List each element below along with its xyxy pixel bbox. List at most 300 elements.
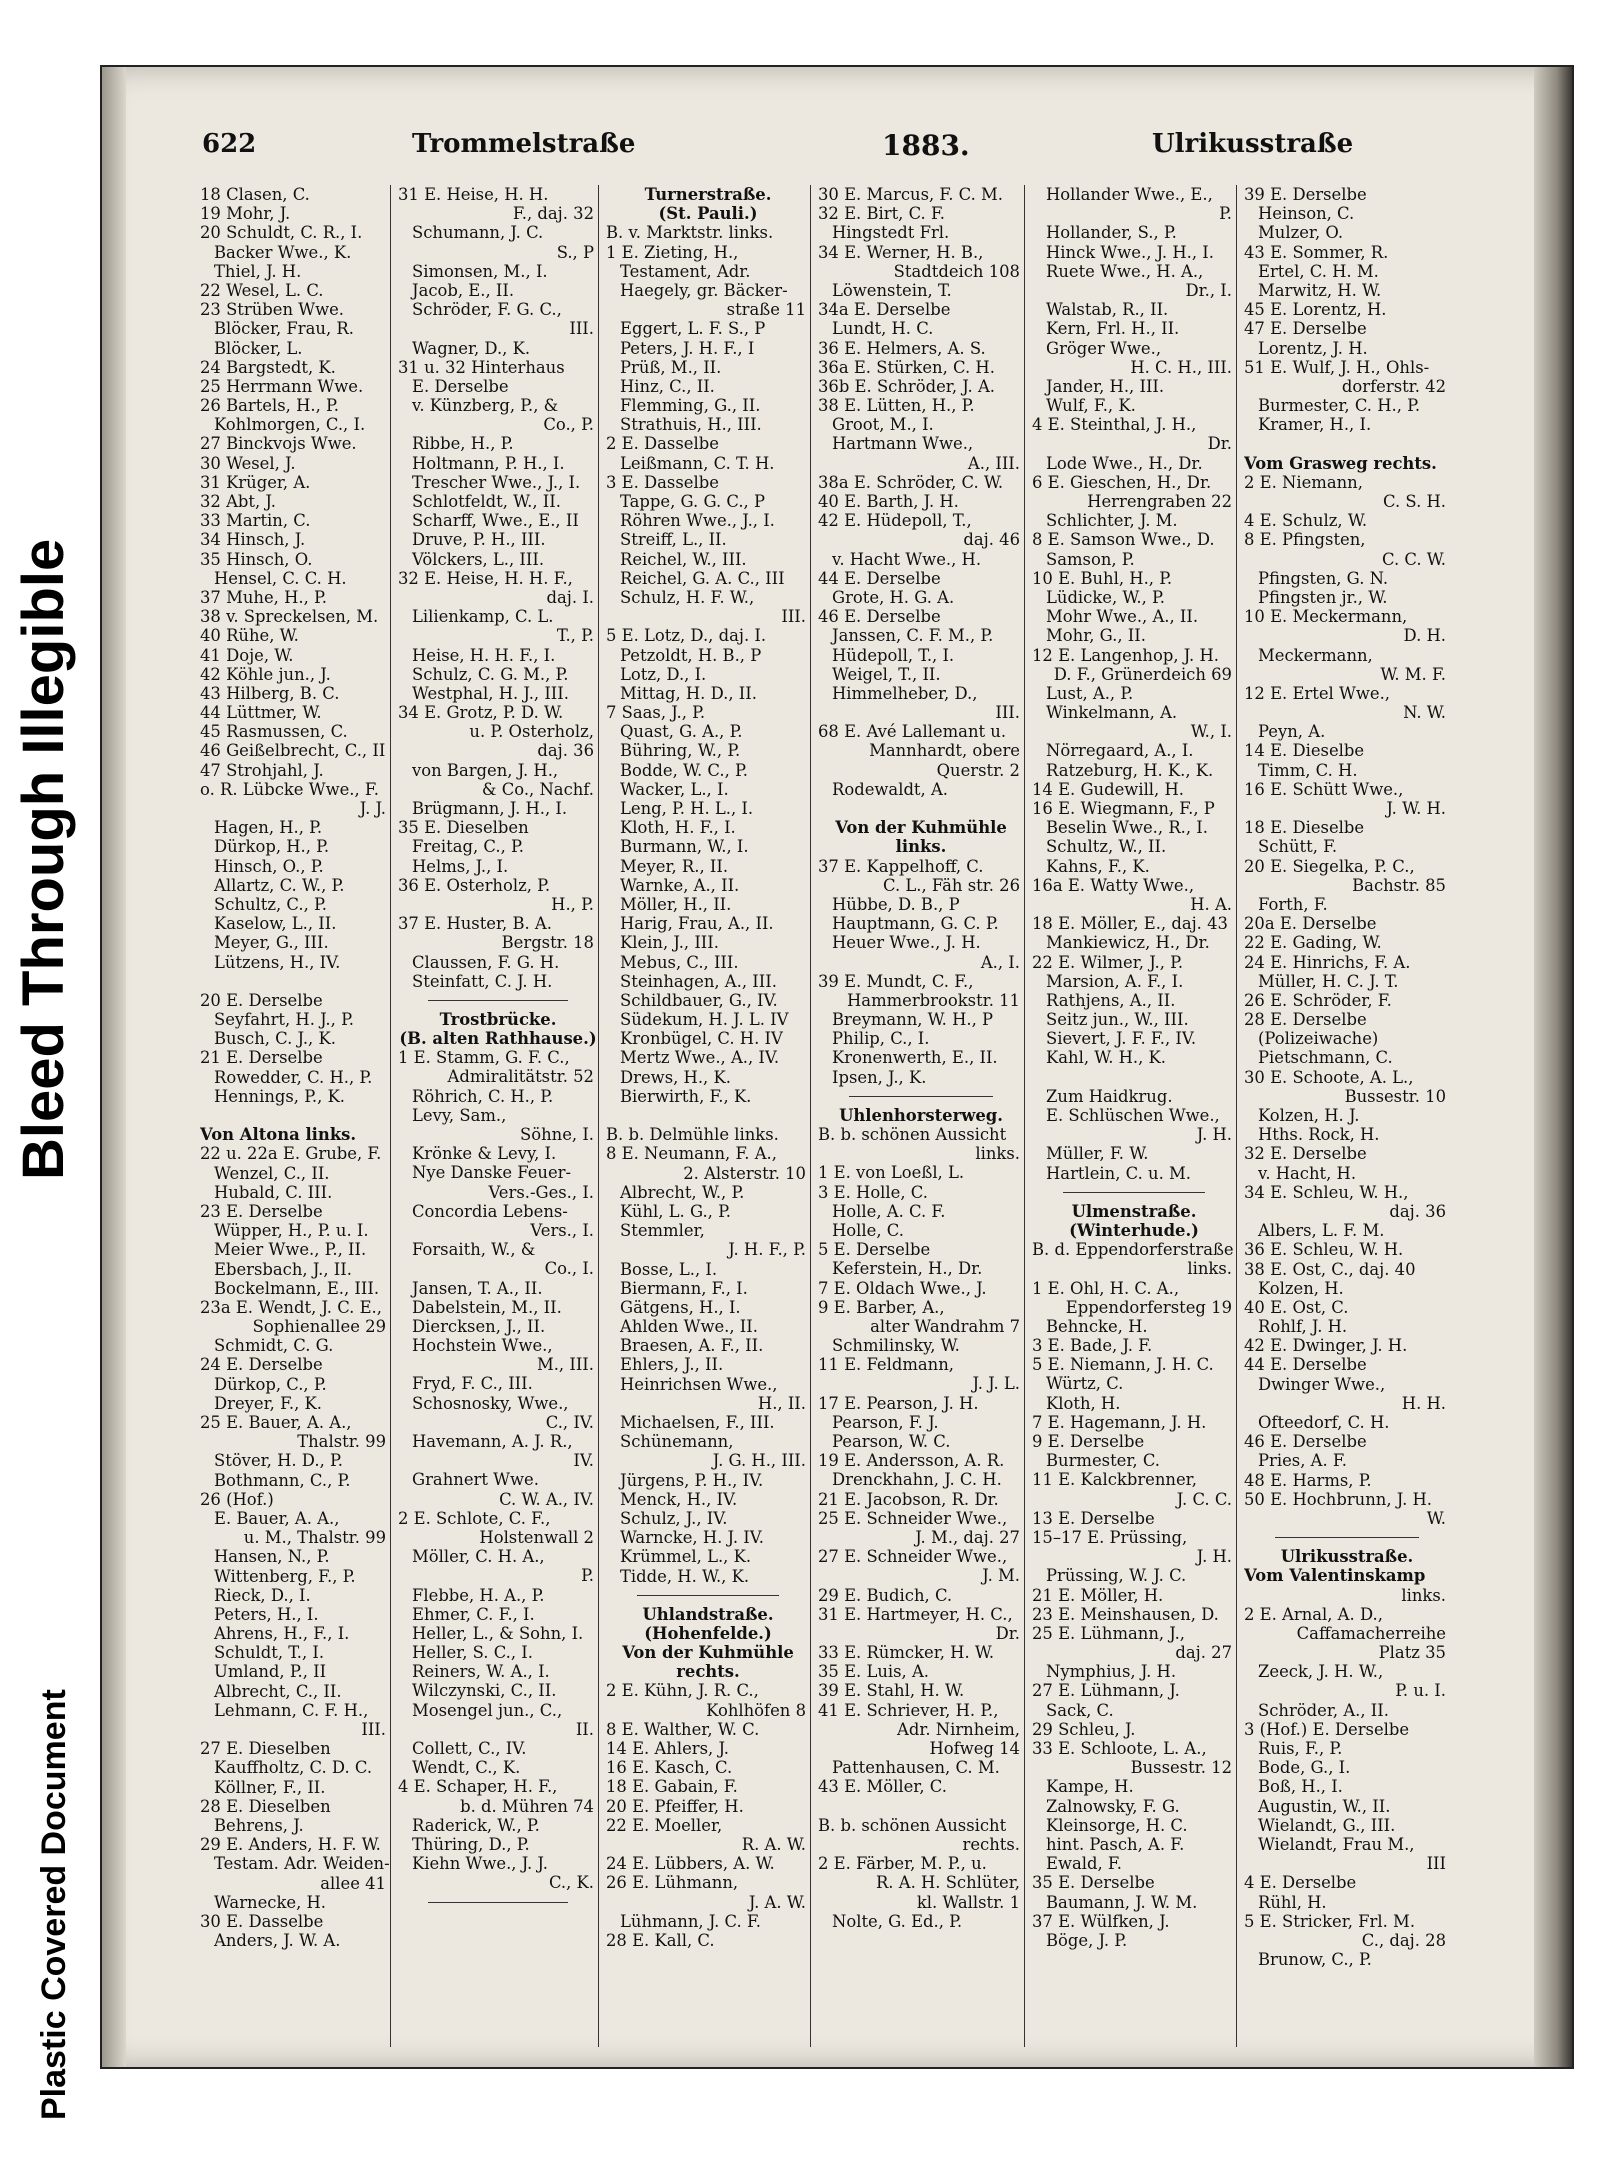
directory-line: 2 E. Färber, M. P., u. — [818, 1854, 987, 1874]
directory-line: Würtz, C. — [1046, 1374, 1124, 1394]
directory-line: 46 E. Derselbe — [818, 607, 941, 627]
directory-line: Dabelstein, M., II. — [412, 1297, 562, 1317]
directory-line: Rathjens, A., II. — [1046, 990, 1176, 1010]
directory-line: Reiners, W. A., I. — [412, 1662, 550, 1682]
scanned-page — [100, 65, 1574, 2069]
directory-line: 38 v. Spreckelsen, M. — [200, 607, 379, 627]
directory-line: Schröder, A., II. — [1258, 1700, 1389, 1720]
directory-line: Behrens, J. — [214, 1815, 304, 1835]
directory-line: C. L., Fäh str. 26 — [883, 875, 1020, 895]
directory-line: 35 E. Derselbe — [1032, 1873, 1155, 1893]
directory-line: 45 E. Lorentz, H. — [1244, 300, 1387, 320]
directory-line: 12 E. Langenhop, J. H. — [1032, 645, 1219, 665]
directory-line: A., III. — [967, 453, 1020, 473]
directory-line: Zalnowsky, F. G. — [1046, 1796, 1180, 1816]
directory-line: Kramer, H., I. — [1258, 415, 1372, 435]
directory-line: Mankiewicz, H., Dr. — [1046, 933, 1210, 953]
directory-line: Steinhagen, A., III. — [620, 971, 777, 991]
directory-line: Lüdicke, W., P. — [1046, 587, 1165, 607]
directory-line: Helms, J., I. — [412, 856, 509, 876]
directory-line: 25 E. Lühmann, J., — [1032, 1623, 1186, 1643]
directory-line: Mohr, G., II. — [1046, 626, 1146, 646]
directory-line: Kohlmorgen, C., I. — [214, 415, 366, 435]
directory-line: 14 E. Ahlers, J. — [606, 1739, 729, 1758]
directory-line: E. Schlüschen Wwe., — [1046, 1106, 1220, 1125]
directory-line: Reichel, W., III. — [620, 549, 747, 569]
directory-line: 18 E. Gabain, F. — [606, 1777, 738, 1797]
directory-line: Janssen, C. F. M., P. — [832, 626, 994, 646]
directory-line: 2 E. Arnal, A. D., — [1244, 1604, 1383, 1624]
directory-line: A., I. — [980, 952, 1020, 972]
directory-line: 14 E. Gudewill, H. — [1032, 779, 1184, 799]
directory-line: IV. — [573, 1451, 594, 1471]
directory-line: 47 Strohjahl, J. — [200, 760, 324, 780]
directory-line: J. M. — [982, 1566, 1020, 1586]
directory-line: Ewald, F. — [1046, 1854, 1122, 1874]
directory-line: 22 E. Gading, W. — [1244, 933, 1382, 953]
directory-line: Dr. — [995, 1623, 1020, 1643]
section-rule — [428, 991, 568, 1001]
directory-line: 29 E. Anders, H. F. W. — [200, 1835, 381, 1855]
directory-line: Jansen, T. A., II. — [412, 1278, 543, 1298]
directory-line: Anders, J. W. A. — [214, 1931, 341, 1951]
directory-line: Platz 35 — [1378, 1643, 1446, 1663]
directory-line: Ratzeburg, H. K., K. — [1046, 760, 1214, 780]
directory-line: alter Wandrahm 7 — [870, 1316, 1020, 1336]
directory-line: Co., I. — [544, 1259, 594, 1279]
directory-line: 23 E. Derselbe — [200, 1201, 323, 1221]
directory-line: J. G. H., III. — [712, 1451, 806, 1471]
directory-line: C., IV. — [545, 1412, 594, 1432]
directory-line: C. C. W. — [1382, 549, 1446, 569]
directory-line: 36 E. Schleu, W. H. — [1244, 1240, 1404, 1260]
annotation-margin — [0, 0, 100, 2177]
directory-line: Schröder, F. G. C., — [412, 300, 562, 320]
directory-line: 5 E. Niemann, J. H. C. — [1032, 1355, 1214, 1375]
directory-line: Hinck Wwe., J. H., I. — [1046, 242, 1214, 262]
directory-line: Tidde, H. W., K. — [620, 1566, 750, 1586]
directory-line: Uhlenhorsterweg. — [839, 1105, 1003, 1125]
directory-line: 34 E. Werner, H. B., — [818, 242, 984, 262]
directory-line: 39 E. Mundt, C. F., — [818, 971, 974, 991]
directory-line: 16 E. Kasch, C. — [606, 1758, 733, 1778]
directory-line: Lotz, D., I. — [620, 664, 707, 684]
directory-line: 25 Herrmann Wwe. — [200, 376, 364, 396]
directory-line: J. H. — [1196, 1125, 1232, 1145]
directory-line: Hubald, C. III. — [214, 1182, 333, 1202]
directory-line: Kleinsorge, H. C. — [1046, 1815, 1188, 1835]
directory-line: 7 E. Hagemann, J. H. — [1032, 1412, 1207, 1432]
directory-line: v. Hacht, H. — [1258, 1163, 1357, 1183]
directory-line: H. C. H., III. — [1130, 357, 1232, 377]
directory-line: Herrengraben 22 — [1087, 492, 1232, 511]
directory-line: Blöcker, Frau, R. — [214, 319, 354, 339]
directory-line: Wenzel, C., II. — [214, 1163, 330, 1183]
directory-line: Schulz, C. G. M., P. — [412, 664, 569, 684]
directory-line: 17 E. Pearson, J. H. — [818, 1393, 979, 1413]
directory-line: II. — [575, 1719, 594, 1739]
directory-line: Jacob, E., II. — [412, 280, 515, 300]
directory-line — [818, 799, 1024, 818]
directory-line: 36 E. Osterholz, P. — [398, 875, 551, 895]
directory-line: Blöcker, L. — [214, 338, 303, 358]
directory-line: Prüssing, W. J. C. — [1046, 1566, 1187, 1586]
directory-line: 30 E. Marcus, F. C. M. — [818, 185, 1004, 204]
directory-line: Testament, Adr. — [620, 261, 751, 281]
directory-line: Kohlhöfen 8 — [706, 1700, 806, 1720]
directory-line: (Polizeiwache) — [1258, 1029, 1379, 1049]
directory-line: 36 E. Helmers, A. S. — [818, 338, 986, 358]
directory-line: Müller, F. W. — [1046, 1144, 1149, 1164]
directory-line: Nymphius, J. H. — [1046, 1662, 1177, 1682]
directory-line: Hartmann Wwe., — [832, 434, 974, 454]
directory-line: P. u. I. — [1395, 1681, 1446, 1701]
directory-line: Wilczynski, C., II. — [412, 1681, 557, 1701]
directory-line: 16a E. Watty Wwe., — [1032, 875, 1195, 895]
directory-line: 31 u. 32 Hinterhaus — [398, 357, 565, 377]
directory-line: Heise, H. H. F., I. — [412, 645, 556, 665]
directory-line: Stöver, H. D., P. — [214, 1451, 343, 1471]
directory-line: 15–17 E. Prüssing, — [1032, 1527, 1188, 1547]
directory-line: D. H. — [1403, 626, 1446, 646]
directory-line: Rieck, D., I. — [214, 1585, 311, 1605]
directory-line: Michaelsen, F., III. — [620, 1413, 775, 1432]
directory-line: Mittag, H. D., II. — [620, 683, 757, 703]
directory-line: Hollander, S., P. — [1046, 223, 1177, 243]
directory-line: Kronbügel, C. H. IV — [620, 1029, 783, 1049]
directory-line: 44 E. Derselbe — [1244, 1355, 1367, 1375]
directory-line: Timm, C. H. — [1258, 760, 1358, 780]
directory-line: Burmester, C. — [1046, 1451, 1160, 1471]
directory-line: Pearson, F. J. — [832, 1412, 939, 1432]
directory-line: Marwitz, H. W. — [1258, 280, 1382, 300]
directory-line: Köllner, F., II. — [214, 1777, 326, 1797]
directory-line: daj. 36 — [1389, 1201, 1446, 1221]
directory-line: Holstenwall 2 — [479, 1527, 594, 1547]
directory-line: Seyfahrt, H. J., P. — [214, 1010, 354, 1030]
directory-line: Albers, L. F. M. — [1258, 1221, 1385, 1241]
directory-line: 48 E. Harms, P. — [1244, 1470, 1372, 1490]
directory-line: 68 E. Avé Lallemant u. — [818, 722, 1007, 742]
directory-line: links. — [975, 1144, 1020, 1164]
directory-line: Schultz, C., P. — [214, 894, 327, 914]
directory-line: Bühring, W., P. — [620, 741, 741, 761]
page-number: 622 — [202, 129, 257, 159]
directory-line: 21 E. Jacobson, R. Dr. — [818, 1489, 999, 1509]
directory-line: Ahrens, H., F., I. — [214, 1624, 350, 1644]
directory-line: 34 Hinsch, J. — [200, 530, 306, 550]
directory-line: b. d. Mühren 74 — [460, 1796, 594, 1816]
directory-line: Eppendorfersteg 19 — [1065, 1297, 1232, 1317]
directory-line: 8 E. Pfingsten, — [1244, 530, 1366, 550]
directory-line: Pietschmann, C. — [1258, 1048, 1393, 1068]
directory-line: Eggert, L. F. S., P — [620, 319, 766, 339]
directory-line: Dr., I. — [1185, 280, 1232, 300]
directory-line: Admiralitätstr. 52 — [447, 1067, 594, 1087]
directory-line: Breymann, W. H., P — [832, 1010, 994, 1030]
directory-line — [200, 972, 390, 991]
directory-line: P. — [1219, 204, 1232, 224]
directory-line: (Winterhude.) — [1069, 1220, 1199, 1240]
directory-line: 43 E. Möller, C. — [818, 1777, 947, 1797]
directory-line: Schulz, H. F. W., — [620, 587, 755, 607]
directory-line: Bussestr. 10 — [1344, 1086, 1446, 1106]
directory-line: 4 E. Steinthal, J. H., — [1032, 415, 1197, 435]
directory-line: Meyer, G., III. — [214, 933, 329, 953]
directory-line: J. H. F., P. — [728, 1240, 806, 1260]
directory-line: kl. Wallstr. 1 — [916, 1892, 1020, 1912]
bleed-through-label: Bleed Through Illegible — [11, 538, 76, 1180]
directory-line: Leißmann, C. T. H. — [620, 453, 775, 473]
directory-line: Röhrich, C. H., P. — [412, 1086, 554, 1106]
directory-line: v. Künzberg, P., & — [412, 396, 559, 416]
directory-line: Holle, A. C. F. — [832, 1201, 946, 1221]
directory-line: Co., P. — [543, 415, 594, 435]
directory-line: Klein, J., III. — [620, 933, 719, 953]
directory-line: Gätgens, H., I. — [620, 1297, 741, 1317]
directory-line: Groot, M., I. — [832, 415, 934, 435]
directory-line: Biermann, F., I. — [620, 1278, 748, 1298]
directory-line: 34 E. Schleu, W. H., — [1244, 1182, 1409, 1202]
directory-line: Lilienkamp, C. L. — [412, 607, 554, 627]
directory-line: Rowedder, C. H., P. — [214, 1067, 373, 1087]
directory-line: 2 E. Dasselbe — [606, 434, 719, 454]
directory-line: Schlotfeldt, W., II. — [412, 492, 561, 511]
directory-line: 4 E. Schaper, H. F., — [398, 1777, 558, 1797]
directory-line: 28 E. Kall, C. — [606, 1930, 715, 1950]
directory-line: 20a E. Derselbe — [1244, 914, 1377, 934]
directory-line: Hüdepoll, T., I. — [832, 645, 955, 665]
directory-line: F., daj. 32 — [512, 204, 594, 224]
directory-line: 3 E. Bade, J. F. — [1032, 1336, 1153, 1356]
directory-line: Böge, J. P. — [1046, 1930, 1128, 1950]
directory-line: B. b. schönen Aussicht — [818, 1815, 1007, 1835]
directory-line: 7 Saas, J., P. — [606, 703, 706, 723]
directory-line: Schultz, W., II. — [1046, 837, 1167, 857]
directory-line: rechts. — [676, 1662, 740, 1682]
section-rule — [849, 1087, 993, 1097]
directory-line: Lorentz, J. H. — [1258, 338, 1368, 358]
directory-line: Grahnert Wwe. — [412, 1470, 539, 1490]
directory-line: (Hohenfelde.) — [644, 1623, 772, 1643]
directory-line: Thüring, D., P. — [412, 1834, 530, 1854]
directory-line: 51 E. Wulf, J. H., Ohls- — [1244, 357, 1430, 377]
directory-line: 12 E. Ertel Wwe., — [1244, 683, 1390, 703]
directory-line: T., P. — [556, 626, 594, 646]
directory-line: 46 E. Derselbe — [1244, 1432, 1367, 1452]
directory-line: 4 E. Derselbe — [1244, 1873, 1357, 1893]
directory-line: daj. 36 — [537, 741, 594, 761]
directory-line: Kampe, H. — [1046, 1777, 1134, 1797]
directory-line: 31 E. Hartmeyer, H. C., — [818, 1604, 1013, 1624]
directory-line: rechts. — [962, 1834, 1020, 1854]
directory-line: W. M. F. — [1380, 664, 1446, 684]
directory-line: 47 E. Derselbe — [1244, 319, 1367, 339]
directory-line: J. J. L. — [972, 1374, 1020, 1394]
directory-line: Peters, J. H. F., I — [620, 338, 755, 358]
directory-line: Thalstr. 99 — [297, 1432, 386, 1452]
directory-line: Trostbrücke. — [439, 1009, 557, 1029]
directory-line — [1244, 434, 1450, 453]
directory-line: dorferstr. 42 — [1341, 376, 1446, 396]
directory-line: Warncke, H. J. IV. — [620, 1528, 764, 1548]
directory-line: Weigel, T., II. — [832, 664, 941, 684]
directory-columns — [200, 185, 1502, 2047]
directory-line: Schosnosky, Wwe., — [412, 1393, 569, 1413]
directory-line: J. C. C. — [1176, 1489, 1232, 1509]
directory-line: Hochstein Wwe., — [412, 1336, 553, 1356]
directory-line: Kauffholtz, C. D. C. — [214, 1758, 373, 1778]
directory-line: Jander, H., III. — [1046, 376, 1165, 396]
directory-line: Ulmenstraße. — [1071, 1201, 1197, 1221]
directory-line: Möller, H., II. — [620, 894, 732, 914]
directory-line: H., P. — [551, 894, 594, 914]
directory-line: Behncke, H. — [1046, 1316, 1148, 1336]
directory-line: Lützens, H., IV. — [214, 952, 341, 972]
directory-line: Meckermann, — [1258, 645, 1373, 665]
directory-line: 35 Hinsch, O. — [200, 549, 313, 569]
directory-line: Mebus, C., III. — [620, 952, 739, 972]
directory-line: Scharff, Wwe., E., II — [412, 511, 579, 531]
directory-line: 43 E. Sommer, R. — [1244, 242, 1389, 262]
right-running-title: Ulrikusstraße — [1152, 129, 1354, 159]
directory-line: v. Hacht Wwe., H. — [832, 549, 982, 569]
directory-line: 18 E. Möller, E., daj. 43 — [1032, 914, 1228, 934]
directory-line: Menck, H., IV. — [620, 1489, 738, 1509]
directory-line: 32 E. Derselbe — [1244, 1144, 1367, 1164]
directory-line — [200, 1106, 390, 1125]
directory-line: 33 Martin, C. — [200, 511, 311, 531]
directory-line: Keferstein, H., Dr. — [832, 1259, 983, 1279]
directory-line: Wagner, D., K. — [412, 338, 531, 358]
directory-line: Bodde, W. C., P. — [620, 760, 748, 780]
directory-line: links. — [1187, 1259, 1232, 1279]
directory-line: Pearson, W. C. — [832, 1432, 951, 1451]
directory-line: Kahl, W. H., K. — [1046, 1048, 1167, 1068]
directory-line: Zeeck, J. H. W., — [1258, 1662, 1384, 1682]
directory-line: Stemmler, — [620, 1221, 705, 1241]
directory-line: Von der Kuhmühle — [835, 818, 1007, 838]
directory-line: 11 E. Feldmann, — [818, 1355, 954, 1375]
directory-line: 20 E. Pfeiffer, H. — [606, 1796, 744, 1816]
directory-line: Zum Haidkrug. — [1046, 1086, 1173, 1106]
directory-line: 4 E. Schulz, W. — [1244, 511, 1368, 531]
directory-line: Kiehn Wwe., J. J. — [412, 1854, 548, 1874]
directory-line: 8 E. Walther, W. C. — [606, 1719, 760, 1739]
directory-line: (St. Pauli.) — [658, 204, 758, 224]
directory-line: 9 E. Barber, A., — [818, 1297, 945, 1317]
directory-line: Forth, F. — [1258, 894, 1328, 914]
directory-line: Fryd, F. C., III. — [412, 1374, 533, 1394]
directory-line: Kern, Frl. H., II. — [1046, 319, 1180, 339]
directory-line: J. A. W. — [748, 1892, 806, 1912]
directory-line: 3 E. Dasselbe — [606, 472, 719, 492]
directory-line: Hammerbrookstr. 11 — [847, 990, 1020, 1010]
directory-line: 42 E. Hüdepoll, T., — [818, 511, 972, 531]
directory-line: 46 Geißelbrecht, C., II — [200, 741, 386, 761]
directory-line: III. — [569, 319, 594, 339]
directory-line: E. Bauer, A. A., — [214, 1508, 340, 1528]
directory-line: Bosse, L., I. — [620, 1259, 718, 1279]
directory-line: Philip, C., I. — [832, 1029, 930, 1049]
page-binding-edge — [102, 67, 126, 2067]
directory-line: Busch, C. J., K. — [214, 1029, 336, 1049]
directory-line: Wendt, C., K. — [412, 1758, 521, 1778]
directory-line: Rodewaldt, A. — [832, 779, 948, 799]
directory-line: Heller, L., & Sohn, I. — [412, 1623, 584, 1643]
directory-line: Bachstr. 85 — [1352, 875, 1446, 895]
directory-line: Bothmann, C., P. — [214, 1470, 351, 1490]
directory-line: 22 Wesel, L. C. — [200, 280, 324, 300]
directory-line: Hartlein, C. u. M. — [1046, 1163, 1191, 1183]
directory-line: Mertz Wwe., A., IV. — [620, 1048, 780, 1068]
directory-line: Burmester, C. H., P. — [1258, 396, 1421, 416]
directory-line: J. M., daj. 27 — [915, 1527, 1020, 1547]
directory-line: Haegely, gr. Bäcker- — [620, 280, 788, 300]
directory-line: 33 E. Rümcker, H. W. — [818, 1643, 995, 1663]
directory-line: 2 E. Niemann, — [1244, 472, 1363, 492]
directory-line: 11 E. Kalckbrenner, — [1032, 1470, 1197, 1490]
directory-line: 42 E. Dwinger, J. H. — [1244, 1336, 1408, 1356]
directory-line: Hensel, C. C. H. — [214, 568, 347, 588]
directory-line: Pattenhausen, C. M. — [832, 1758, 1000, 1778]
directory-line: links. — [895, 837, 947, 857]
directory-line: 40 Rühe, W. — [200, 626, 299, 646]
directory-line: 24 E. Derselbe — [200, 1355, 323, 1375]
directory-line: Strathuis, H., III. — [620, 415, 762, 435]
directory-line: 3 E. Holle, C. — [818, 1182, 928, 1202]
directory-line: 29 E. Budich, C. — [818, 1585, 953, 1605]
directory-line: Harig, Frau, A., II. — [620, 914, 774, 934]
directory-column-5 — [1032, 185, 1237, 2047]
directory-line: Vers., I. — [530, 1220, 594, 1240]
directory-line: Lust, A., P. — [1046, 683, 1134, 703]
directory-line: 18 E. Dieselbe — [1244, 818, 1365, 838]
directory-line: Schünemann, — [620, 1432, 734, 1452]
directory-line: B. v. Marktstr. links. — [606, 223, 774, 243]
directory-line: 8 E. Neumann, F. A., — [606, 1144, 777, 1164]
directory-line: von Bargen, J. H., — [412, 760, 559, 780]
directory-line: Schmilinsky, W. — [832, 1336, 960, 1356]
directory-line: 41 Doje, W. — [200, 645, 294, 665]
directory-line: Pfingsten, G. N. — [1258, 568, 1389, 588]
directory-line: 26 (Hof.) — [200, 1489, 274, 1509]
directory-line: Samson, P. — [1046, 549, 1135, 569]
directory-line: Hollander Wwe., E., — [1046, 185, 1213, 204]
directory-line: 1 E. Ohl, H. C. A., — [1032, 1278, 1180, 1298]
directory-line: III — [1426, 1854, 1446, 1874]
directory-line: Raderick, W., P. — [412, 1815, 540, 1835]
directory-line: Walstab, R., II. — [1046, 300, 1169, 320]
directory-line: 10 E. Meckermann, — [1244, 607, 1408, 627]
directory-line: Hofweg 14 — [929, 1739, 1020, 1758]
directory-line: Nörregaard, A., I. — [1046, 741, 1194, 761]
directory-line: 22 E. Wilmer, J., P. — [1032, 952, 1184, 972]
directory-line: 24 E. Hinrichs, F. A. — [1244, 952, 1411, 972]
directory-line: Völckers, L., III. — [412, 549, 545, 569]
directory-line: 30 E. Dasselbe — [200, 1911, 324, 1931]
directory-column-1 — [200, 185, 391, 2047]
directory-line: 22 u. 22a E. Grube, F. — [200, 1144, 382, 1164]
section-rule — [1275, 1528, 1419, 1538]
directory-line: Ipsen, J., K. — [832, 1067, 927, 1087]
directory-line: 8 E. Samson Wwe., D. — [1032, 530, 1215, 550]
directory-line: 1 E. Zieting, H., — [606, 242, 739, 262]
directory-line: R. A. W. — [741, 1834, 806, 1854]
directory-line: Diercksen, J., II. — [412, 1316, 546, 1336]
directory-line: 20 Schuldt, C. R., I. — [200, 223, 363, 243]
directory-line: Boß, H., I. — [1258, 1777, 1343, 1797]
